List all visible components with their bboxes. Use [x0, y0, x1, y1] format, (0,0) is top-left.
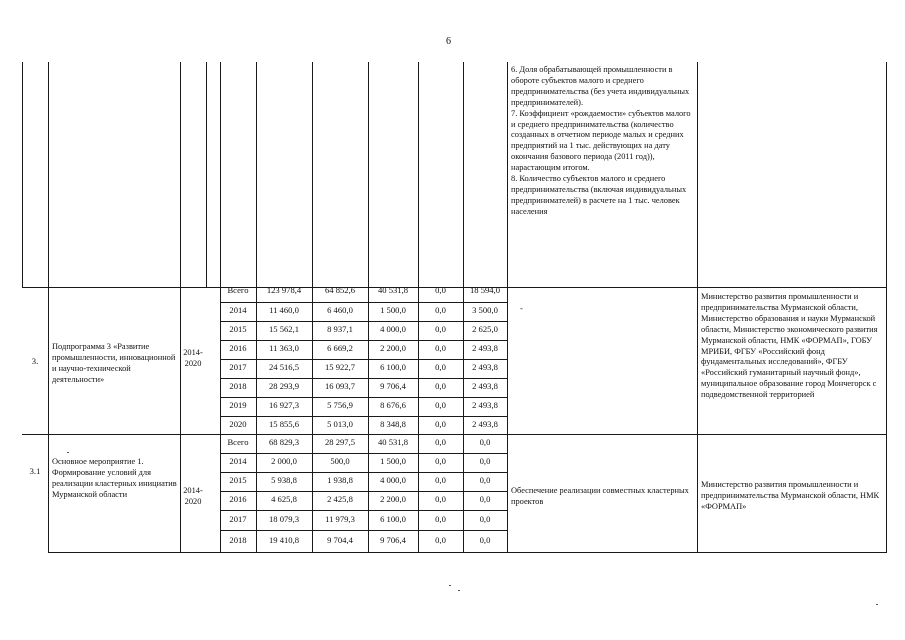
value-cell: 6 669,2 — [327, 343, 353, 353]
value-cell: 0,0 — [435, 285, 446, 295]
grid-line — [220, 62, 221, 288]
value-cell: 16 093,7 — [324, 381, 356, 391]
value-cell: 0,0 — [435, 419, 446, 429]
year-cell: 2014 — [229, 305, 247, 315]
section3-executors: Министерство развития промышленности и предпринимательства Мурманской области, Министерство образования и науки Мурманской области, Министерство экономического развития Мурманской области, НМК «ФОРМАП», ГОБУ МРИБИ, ФГБУ «Российский фонд фундаментальных исследований», ФГБУ «Российский гуманитарный научный фонд», муниципальное образование город Мончегорск с подведомственной территорией — [701, 292, 878, 400]
grid-line — [220, 530, 508, 531]
grid-line — [180, 287, 181, 553]
grid-line — [220, 378, 508, 379]
grid-line — [220, 359, 508, 360]
grid-line — [697, 62, 698, 288]
value-cell: 0,0 — [479, 456, 491, 466]
grid-line — [507, 283, 508, 553]
value-cell: 500,0 — [330, 456, 350, 466]
value-cell: 0,0 — [435, 324, 446, 334]
value-cell: 2 200,0 — [380, 343, 406, 353]
year-cell: 2016 — [229, 343, 247, 353]
value-cell: 0,0 — [435, 437, 446, 447]
year-cell: 2017 — [229, 514, 247, 524]
value-cell: 2 493,8 — [472, 343, 498, 353]
value-cell: 0,0 — [435, 400, 446, 410]
grid-line — [22, 434, 887, 435]
value-cell: 2 200,0 — [380, 494, 406, 504]
total-cell: 18 079,3 — [268, 514, 300, 524]
year-cell: 2015 — [229, 324, 247, 334]
grid-line — [507, 62, 508, 288]
total-cell: 19 410,8 — [268, 535, 300, 545]
value-cell: 0,0 — [435, 456, 446, 466]
value-cell: 8 676,6 — [380, 400, 406, 410]
grid-line — [418, 62, 419, 288]
scan-speck — [876, 604, 878, 605]
total-cell: 5 938,8 — [271, 475, 297, 485]
grid-line — [256, 62, 257, 288]
grid-line — [22, 62, 23, 288]
total-cell: 2 000,0 — [271, 456, 297, 466]
scan-speck — [449, 585, 451, 586]
total-cell: 68 829,3 — [268, 437, 300, 447]
grid-line — [220, 397, 508, 398]
value-cell: 28 297,5 — [324, 437, 356, 447]
value-cell: 6 100,0 — [380, 362, 406, 372]
total-cell: 11 363,0 — [269, 343, 299, 353]
value-cell: 9 706,4 — [380, 535, 406, 545]
section3-number: 3. — [31, 356, 39, 366]
value-cell: 11 979,3 — [325, 514, 355, 524]
year-cell: Всего — [227, 285, 249, 295]
year-cell: 2014 — [229, 456, 247, 466]
total-cell: 28 293,9 — [268, 381, 300, 391]
grid-line — [180, 62, 181, 288]
value-cell: 40 531,8 — [377, 437, 409, 447]
section31-period: 2014- 2020 — [183, 486, 203, 506]
value-cell: 15 922,7 — [324, 362, 356, 372]
value-cell: 0,0 — [435, 305, 446, 315]
value-cell: 1 500,0 — [380, 456, 406, 466]
total-cell: 16 927,3 — [268, 400, 300, 410]
total-cell: 15 562,1 — [268, 324, 300, 334]
grid-line — [48, 552, 887, 553]
continuation-indicators-text: 6. Доля обрабатывающей промышленности в обороте субъектов малого и среднего предпринимательства (без учета индивидуальных предпринимателей). 7. Коэффициент «рождаемости» субъектов малого и среднего предпринимательства (количество созданных в отчетном периоде малых и средних предприятий на 1 тыс. действующих на дату окончания базового периода (2011 год)), нарастающим итогом. 8. Количество субъектов малого и среднего предпринимательства (включая индивидуальных предпринимателей) в расчете на 1 тыс. человек населения — [511, 65, 691, 216]
section3-period: 2014- 2020 — [183, 348, 203, 368]
value-cell: 4 000,0 — [380, 475, 406, 485]
grid-line — [206, 62, 207, 288]
grid-line — [220, 472, 508, 473]
grid-line — [220, 491, 508, 492]
value-cell: 8 937,1 — [327, 324, 353, 334]
grid-line — [48, 62, 49, 288]
value-cell: 2 493,8 — [472, 419, 498, 429]
year-cell: 2018 — [229, 381, 247, 391]
grid-line — [220, 453, 508, 454]
grid-line — [220, 340, 508, 341]
value-cell: 18 594,0 — [469, 285, 501, 295]
section31-name: Основное мероприятие 1. Формирование условий для реализации кластерных инициатив Мурманской области — [52, 457, 177, 499]
grid-line — [220, 510, 508, 511]
value-cell: 0,0 — [435, 535, 446, 545]
grid-line — [463, 62, 464, 288]
value-cell: 2 625,0 — [472, 324, 498, 334]
value-cell: 9 704,4 — [327, 535, 353, 545]
value-cell: 6 100,0 — [380, 514, 406, 524]
grid-line — [48, 287, 49, 553]
section31-indicators: Обеспечение реализации совместных кластерных проектов — [511, 486, 689, 506]
total-cell: 15 855,6 — [268, 419, 300, 429]
value-cell: 1 500,0 — [380, 305, 406, 315]
section3-name: Подпрограмма 3 «Развитие промышленности, инновационной и научно-технической деятельности» — [52, 342, 176, 384]
value-cell: 40 531,8 — [377, 285, 409, 295]
value-cell: 0,0 — [435, 494, 446, 504]
scan-speck — [458, 590, 460, 591]
year-cell: Всего — [227, 437, 249, 447]
section31-executors: Министерство развития промышленности и предпринимательства Мурманской области, НМК «ФОРМАП» — [701, 480, 880, 511]
value-cell: 0,0 — [435, 475, 446, 485]
value-cell: 0,0 — [435, 381, 446, 391]
grid-line — [312, 62, 313, 288]
value-cell: 64 852,6 — [324, 285, 356, 295]
grid-line — [886, 62, 887, 288]
value-cell: 0,0 — [479, 535, 491, 545]
grid-line — [220, 321, 508, 322]
value-cell: 6 460,0 — [327, 305, 353, 315]
year-cell: 2017 — [229, 362, 247, 372]
value-cell: 9 706,4 — [380, 381, 406, 391]
grid-line — [697, 287, 698, 553]
year-cell: 2019 — [229, 400, 247, 410]
value-cell: 0,0 — [479, 494, 491, 504]
value-cell: 2 493,8 — [472, 381, 498, 391]
value-cell: 0,0 — [435, 514, 446, 524]
grid-line — [368, 62, 369, 288]
value-cell: 1 938,8 — [327, 475, 353, 485]
year-cell: 2015 — [229, 475, 247, 485]
scan-speck — [67, 452, 69, 453]
total-cell: 11 460,0 — [269, 305, 299, 315]
page-number: 6 — [446, 36, 451, 47]
year-cell: 2016 — [229, 494, 247, 504]
total-cell: 123 978,4 — [266, 285, 302, 295]
value-cell: 4 000,0 — [380, 324, 406, 334]
value-cell: 2 493,8 — [472, 362, 498, 372]
grid-line — [220, 302, 508, 303]
value-cell: 0,0 — [479, 475, 491, 485]
total-cell: 24 516,5 — [268, 362, 300, 372]
year-cell: 2020 — [229, 419, 247, 429]
total-cell: 4 625,8 — [271, 494, 297, 504]
value-cell: 5 013,0 — [327, 419, 353, 429]
value-cell: 3 500,0 — [472, 305, 498, 315]
value-cell: 0,0 — [479, 437, 491, 447]
grid-line — [220, 416, 508, 417]
value-cell: 8 348,8 — [380, 419, 406, 429]
value-cell: 5 756,9 — [327, 400, 353, 410]
value-cell: 0,0 — [435, 362, 446, 372]
value-cell: 0,0 — [435, 343, 446, 353]
section3-indicators: - — [520, 303, 523, 313]
value-cell: 0,0 — [479, 514, 491, 524]
value-cell: 2 425,8 — [327, 494, 353, 504]
value-cell: 2 493,8 — [472, 400, 498, 410]
section31-number: 3.1 — [29, 466, 41, 476]
year-cell: 2018 — [229, 535, 247, 545]
